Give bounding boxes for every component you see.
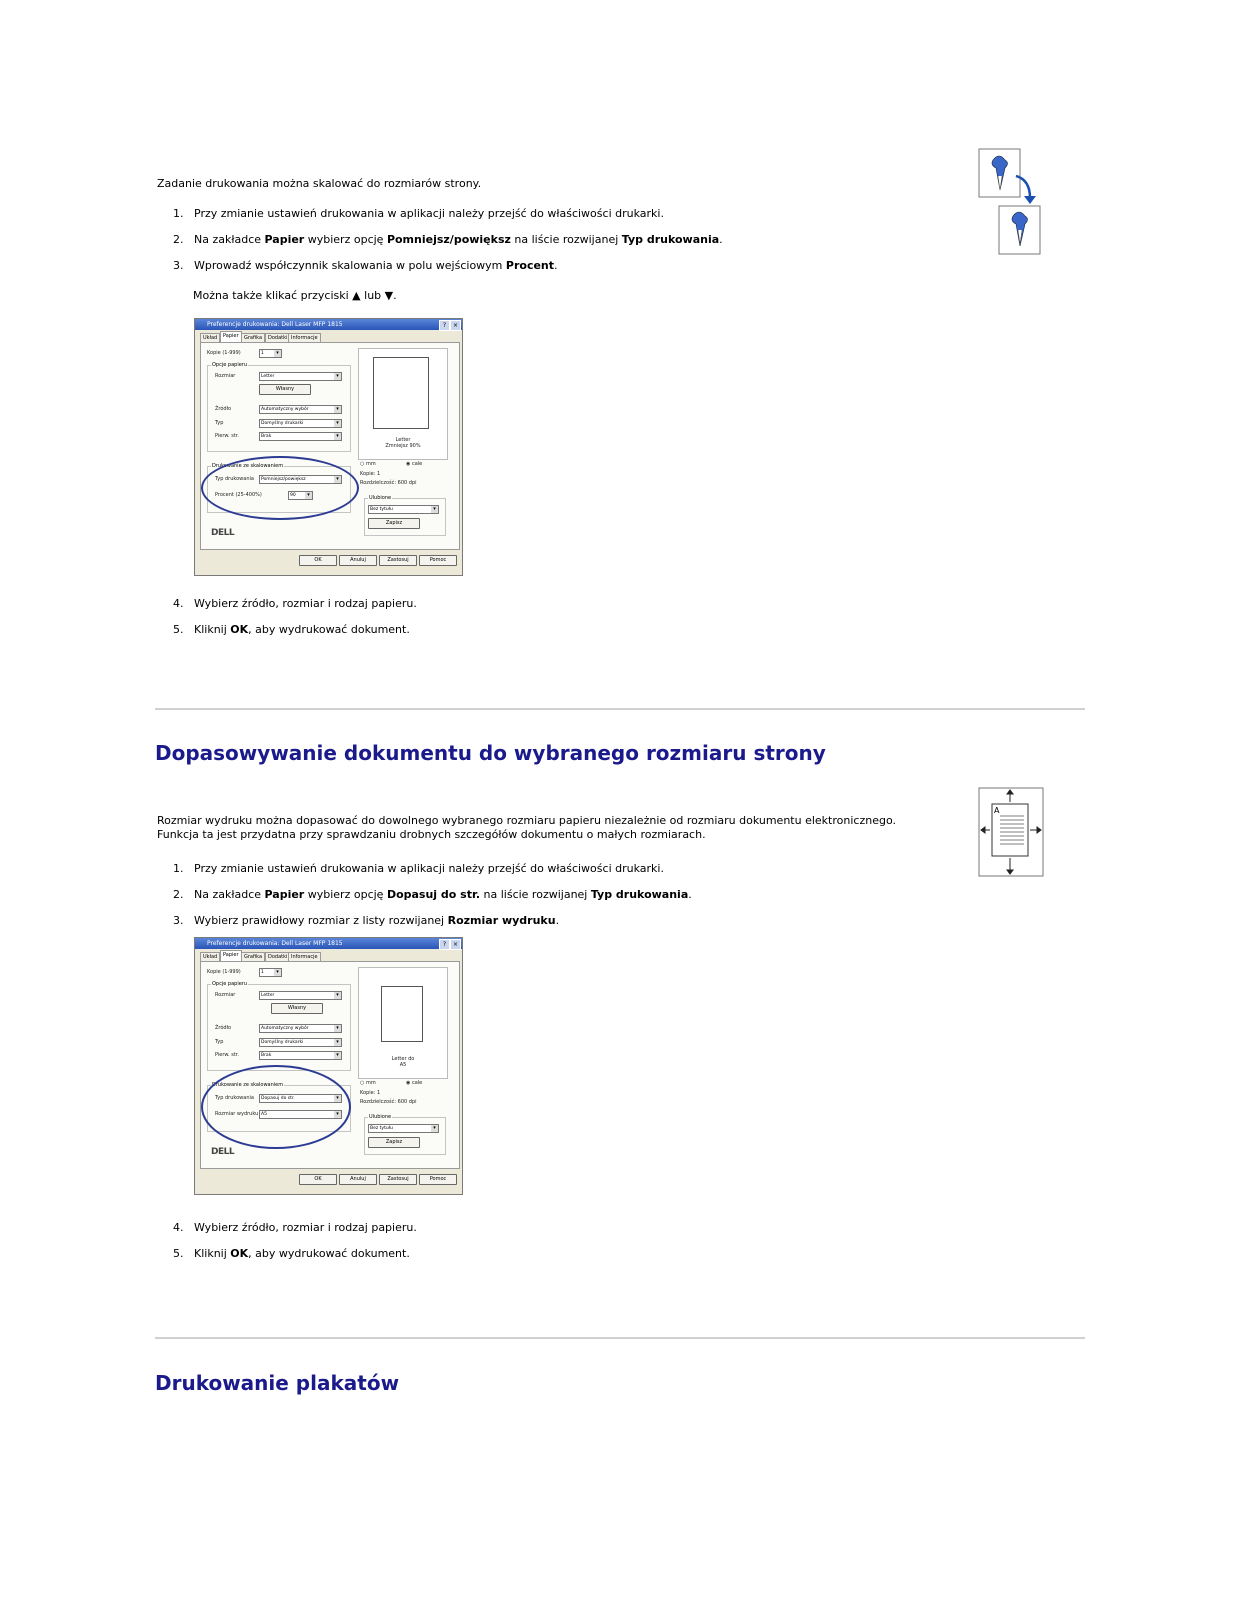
- emphasis-text: Typ drukowania: [621, 233, 720, 246]
- spin-note: Można także klikać przyciski ▲ lub ▼.: [193, 289, 397, 302]
- list-number: 5.: [173, 623, 184, 636]
- source-select[interactable]: Automatyczny wybór ▾: [259, 405, 342, 414]
- favorites-group: Ulubione: [364, 498, 446, 536]
- scaling-group: Drukowanie ze skalowaniem: [207, 466, 351, 513]
- help-button[interactable]: Pomoc: [419, 555, 457, 566]
- source-label: Źródło: [215, 1025, 232, 1031]
- list-text: Na zakładce: [194, 888, 265, 901]
- print-preferences-dialog-fit: [194, 937, 463, 1195]
- ok-button[interactable]: OK: [299, 1174, 337, 1185]
- size-select[interactable]: Letter ▾: [259, 372, 342, 381]
- preview-caption-2: Zmniejsz 90%: [385, 443, 421, 449]
- copies-stepper[interactable]: 1 ▾: [259, 968, 282, 977]
- dialog-title: Preferencje drukowania: Dell Laser MFP 1815: [195, 319, 462, 330]
- type-label: Typ: [215, 1039, 224, 1045]
- first-page-label: Pierw. str.: [215, 1052, 239, 1058]
- unit-inch-radio[interactable]: ◉ cale: [406, 461, 423, 467]
- info-resolution: Rozdzielczość: 600 dpi: [360, 480, 417, 486]
- fit-to-page-illustration-icon: [978, 787, 1044, 877]
- info-copies: Kopie: 1: [360, 1090, 381, 1096]
- output-size-select[interactable]: A5 ▾: [259, 1110, 342, 1119]
- list-item: [173, 1247, 410, 1261]
- favorites-group: Ulubione: [364, 1117, 446, 1155]
- list-item: [173, 259, 558, 273]
- info-copies: Kopie: 1: [360, 471, 381, 477]
- apply-button[interactable]: Zastosuj: [379, 555, 417, 566]
- save-favorite-button[interactable]: Zapisz: [368, 1137, 420, 1148]
- emphasis-text: Pomniejsz/powiększ: [386, 233, 511, 246]
- list-item: [173, 862, 664, 876]
- custom-size-button[interactable]: Własny: [259, 384, 311, 395]
- list-item: [173, 233, 723, 247]
- help-title-button[interactable]: ?: [439, 939, 450, 950]
- tab-extras[interactable]: Dodatki: [265, 333, 290, 344]
- emphasis-text: Procent: [505, 259, 555, 272]
- preview-caption-1: Letter do: [391, 1056, 415, 1062]
- info-resolution: Rozdzielczość: 600 dpi: [360, 1099, 417, 1105]
- source-label: Źródło: [215, 406, 232, 412]
- unit-mm-radio[interactable]: ○ mm: [360, 461, 376, 467]
- list-text: .: [554, 259, 558, 272]
- emphasis-text: Dopasuj do str.: [386, 888, 481, 901]
- first-page-select[interactable]: Brak ▾: [259, 1051, 342, 1060]
- list-number: 3.: [173, 259, 184, 272]
- tab-info[interactable]: Informacje: [288, 952, 321, 963]
- first-page-label: Pierw. str.: [215, 433, 239, 439]
- close-icon[interactable]: ×: [450, 939, 461, 950]
- dell-logo: DELL: [211, 528, 235, 538]
- custom-size-button[interactable]: Własny: [271, 1003, 323, 1014]
- print-type-label: Typ drukowania: [215, 476, 254, 482]
- output-size-label: Rozmiar wydruku: [215, 1111, 259, 1117]
- tab-graphics[interactable]: Grafika: [241, 333, 265, 344]
- tab-info[interactable]: Informacje: [288, 333, 321, 344]
- list-text: Przy zmianie ustawień drukowania w aplikacji należy przejść do właściwości drukarki.: [194, 207, 664, 220]
- apply-button[interactable]: Zastosuj: [379, 1174, 417, 1185]
- section-heading-fit: Dopasowywanie dokumentu do wybranego rozmiaru strony: [155, 741, 826, 765]
- type-select[interactable]: Domyślny drukarki ▾: [259, 1038, 342, 1047]
- paper-options-group: Opcje papieru: [207, 984, 351, 1071]
- tab-paper[interactable]: Papier: [220, 331, 242, 344]
- unit-inch-radio[interactable]: ◉ cale: [406, 1080, 423, 1086]
- list-text: wybierz opcję: [304, 233, 387, 246]
- source-select[interactable]: Automatyczny wybór ▾: [259, 1024, 342, 1033]
- favorites-select[interactable]: Bez tytułu ▾: [368, 505, 439, 514]
- paper-options-group: Opcje papieru: [207, 365, 351, 452]
- preview-caption-1: Letter: [395, 437, 411, 443]
- section-heading-posters: Drukowanie plakatów: [155, 1371, 400, 1395]
- size-label: Rozmiar: [215, 373, 236, 379]
- list-number: 4.: [173, 597, 184, 610]
- emphasis-text: OK: [230, 1247, 249, 1260]
- list-number: 2.: [173, 888, 184, 901]
- print-preferences-dialog-scale: [194, 318, 463, 576]
- preview-caption-2: A5: [399, 1062, 407, 1068]
- emphasis-text: OK: [230, 623, 249, 636]
- intro-paragraph: Zadanie drukowania można skalować do rozmiarów strony.: [157, 177, 482, 190]
- list-text: Kliknij: [194, 1247, 231, 1260]
- list-text: , aby wydrukować dokument.: [248, 1247, 410, 1260]
- tab-layout[interactable]: Układ: [200, 952, 220, 963]
- copies-label: Kopie (1-999): [207, 350, 241, 356]
- list-item: [173, 888, 692, 902]
- preview-page: [381, 986, 423, 1042]
- type-select[interactable]: Domyślny drukarki ▾: [259, 419, 342, 428]
- tab-layout[interactable]: Układ: [200, 333, 220, 344]
- list-text: Wybierz źródło, rozmiar i rodzaj papieru.: [194, 1221, 417, 1234]
- save-favorite-button[interactable]: Zapisz: [368, 518, 420, 529]
- size-select[interactable]: Letter ▾: [259, 991, 342, 1000]
- up-arrow-icon: ▲: [352, 289, 361, 302]
- highlight-oval: [201, 456, 359, 520]
- list-number: 2.: [173, 233, 184, 246]
- list-text: na liście rozwijanej: [480, 888, 591, 901]
- list-number: 4.: [173, 1221, 184, 1234]
- list-text: Kliknij: [194, 623, 231, 636]
- paper-tab-panel: [200, 961, 460, 1169]
- emphasis-text: Papier: [264, 233, 305, 246]
- cancel-button[interactable]: Anuluj: [339, 1174, 377, 1185]
- paper-preview: [358, 348, 448, 460]
- list-text: Wprowadź współczynnik skalowania w polu wejściowym: [194, 259, 506, 272]
- emphasis-text: Typ drukowania: [590, 888, 689, 901]
- list-number: 1.: [173, 207, 184, 220]
- down-arrow-icon: ▼: [384, 289, 394, 302]
- list-text: Wybierz źródło, rozmiar i rodzaj papieru.: [194, 597, 417, 610]
- percent-label: Procent (25-400%): [215, 492, 262, 498]
- tab-graphics[interactable]: Grafika: [241, 952, 265, 963]
- type-label: Typ: [215, 420, 224, 426]
- help-title-button[interactable]: ?: [439, 320, 450, 331]
- list-text: .: [555, 914, 560, 927]
- tab-paper[interactable]: Papier: [220, 950, 242, 963]
- print-type-label: Typ drukowania: [215, 1095, 254, 1101]
- list-text: .: [719, 233, 723, 246]
- size-label: Rozmiar: [215, 992, 236, 998]
- ok-button[interactable]: OK: [299, 555, 337, 566]
- preview-page: [373, 357, 429, 429]
- section-divider: [155, 1337, 1085, 1339]
- list-number: 1.: [173, 862, 184, 875]
- highlight-oval: [201, 1065, 351, 1149]
- first-page-select[interactable]: Brak ▾: [259, 432, 342, 441]
- fit-intro-line-2: Funkcja ta jest przydatna przy sprawdzaniu drobnych szczegółów dokumentu o małych rozmiarach.: [157, 828, 706, 841]
- dialog-title: Preferencje drukowania: Dell Laser MFP 1815: [195, 938, 462, 949]
- scaling-illustration-icon: [978, 148, 1043, 258]
- favorites-select[interactable]: Bez tytułu ▾: [368, 1124, 439, 1133]
- list-item: [173, 623, 410, 637]
- copies-label: Kopie (1-999): [207, 969, 241, 975]
- paper-tab-panel: [200, 342, 460, 550]
- emphasis-text: Papier: [264, 888, 305, 901]
- list-item: [173, 207, 664, 221]
- list-item: [173, 914, 559, 928]
- list-number: 5.: [173, 1247, 184, 1260]
- help-button[interactable]: Pomoc: [419, 1174, 457, 1185]
- paper-preview: [358, 967, 448, 1079]
- list-text: .: [688, 888, 692, 901]
- emphasis-text: Rozmiar wydruku: [447, 914, 556, 927]
- print-type-select[interactable]: Pomniejsz/powiększ ▾: [259, 475, 342, 484]
- list-text: Wybierz prawidłowy rozmiar z listy rozwijanej: [194, 914, 448, 927]
- fit-intro-line-1: Rozmiar wydruku można dopasować do dowolnego wybranego rozmiaru papieru niezależnie od rozmiaru dokumentu elektronicznego.: [157, 814, 896, 827]
- list-text: Na zakładce: [194, 233, 265, 246]
- unit-mm-radio[interactable]: ○ mm: [360, 1080, 376, 1086]
- tab-extras[interactable]: Dodatki: [265, 952, 290, 963]
- list-text: na liście rozwijanej: [510, 233, 622, 246]
- print-type-select[interactable]: Dopasuj do str. ▾: [259, 1094, 342, 1103]
- cancel-button[interactable]: Anuluj: [339, 555, 377, 566]
- list-text: , aby wydrukować dokument.: [248, 623, 410, 636]
- percent-stepper[interactable]: 90 ▾: [288, 491, 313, 500]
- copies-stepper[interactable]: 1 ▾: [259, 349, 282, 358]
- list-text: Przy zmianie ustawień drukowania w aplikacji należy przejść do właściwości drukarki.: [194, 862, 664, 875]
- close-icon[interactable]: ×: [450, 320, 461, 331]
- list-number: 3.: [173, 914, 184, 927]
- list-item: [173, 1221, 417, 1235]
- list-item: [173, 597, 417, 611]
- dell-logo: DELL: [211, 1147, 235, 1157]
- scaling-group: Drukowanie ze skalowaniem: [207, 1085, 351, 1132]
- section-divider: [155, 708, 1085, 710]
- list-text: wybierz opcję: [304, 888, 387, 901]
- svg-text:A: A: [994, 806, 1000, 815]
